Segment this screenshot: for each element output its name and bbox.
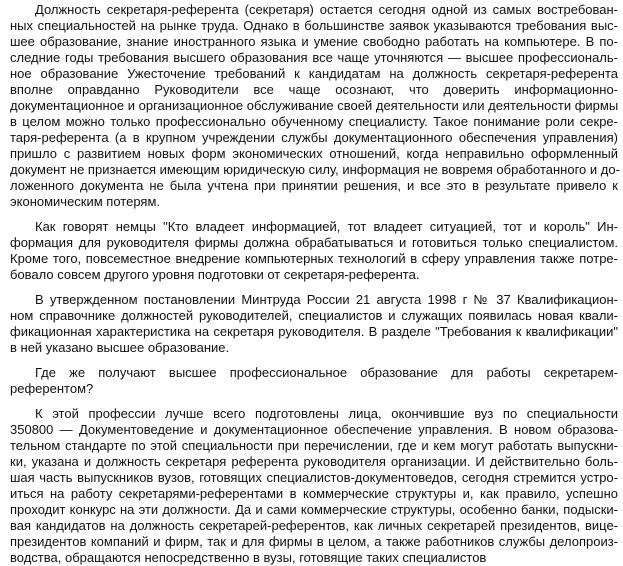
paragraph-gap [10, 397, 618, 406]
paragraph-gap [10, 210, 618, 219]
paragraph-5 [10, 406, 618, 566]
text-line: ное образование Ужесточение требований к кандидатам на должность секретаря-референта [10, 66, 618, 81]
text-line: в целом можно только профессионально обученному специалисту. Такое понимание роли секре- [10, 114, 618, 129]
text-line: референтом? [10, 381, 94, 396]
text-line: проходит конкурс на эти должности. Да и сами коммерческие структуры, особенно банки, подыски- [10, 502, 618, 517]
text-line: вая кандидатов на должность секретарей-референтов, как личных секретарей президентов, вице- [10, 518, 618, 533]
text-line: тельном стандарте по этой специальности при перечислении, где и кем могут работать выпускни- [10, 438, 618, 453]
text-line: шее образование, знание иностранного языка и умение свободно работать на компьютере. В по- [10, 34, 618, 49]
text-line: в ней указано высшее образование. [10, 340, 230, 355]
text-line: Как говорят немцы "Кто владеет информацией, тот владеет ситуацией, тот и король" Ин- [35, 219, 618, 234]
text-line: шая часть выпускников вузов, готовящих специалистов-документоведов, сегодня стремится устро- [10, 470, 618, 485]
paragraph-4 [10, 365, 618, 397]
text-line: фикационная характеристика на секретаря руководителя. В разделе "Требования к квалификации" [10, 324, 618, 339]
text-line: таря-референта (а в крупном учреждении службы документационного обеспечения управления) [10, 130, 618, 145]
paragraph-gap [10, 356, 618, 365]
text-line: формация для руководителя фирмы должна обрабатываться и готовиться только специалистом. [10, 235, 618, 250]
paragraph-2 [10, 219, 618, 283]
text-line: Кроме того, повсеместное внедрение компьютерных технологий в сферу управления также потре- [10, 251, 618, 266]
text-line: Где же получают высшее профессиональное образование для работы секретарем- [35, 365, 618, 380]
text-line: президентов компаний и фирм, так и для фирмы в целом, а также работников службы делопроиз- [10, 534, 618, 549]
text-line: 350800 — Документоведение и документационное обеспечение управления. В новом образова- [10, 422, 618, 437]
paragraph-gap [10, 283, 618, 292]
text-line: ных специальностей на рынке труда. Однако в большинстве заявок указываются требования выс- [10, 18, 618, 33]
text-line: ложенного документа не была учтена при принятии решения, и все это в результате привело к [10, 178, 618, 193]
text-line: водства, обращаются непосредственно в вузы, готовящие таких специалистов [10, 550, 487, 565]
paragraph-3 [10, 292, 618, 356]
text-line: ки, указана и должность секретаря референта руководителя организации. И действительно боль- [10, 454, 618, 469]
text-line: К этой профессии лучше всего подготовлены лица, окончившие вуз по специальности [35, 406, 618, 421]
text-line: вполне оправданно Руководители все чаще осознают, что доверить информационно- [10, 82, 618, 97]
text-line: пришло с развитием новых форм экономических отношений, когда неправильно оформленный [10, 146, 618, 161]
text-line: следние годы требования высшего образования все чаще уточняются — высшее профессиональ- [10, 50, 618, 65]
text-line: ном справочнике должностей руководителей, специалистов и служащих появилась новая квали- [10, 308, 618, 323]
text-line: документационное и организационное обслуживание своей деятельности или деятельности фирмы [10, 98, 619, 113]
paragraph-1 [10, 2, 618, 210]
text-line: документ не признается имеющим юридическую силу, информация не вовремя обработанного и до- [10, 162, 620, 177]
text-line: В утвержденном постановлении Минтруда России 21 августа 1998 г № 37 Квалификацион- [35, 292, 618, 307]
text-line: экономическим потерям. [10, 194, 161, 209]
text-line: Должность секретаря-референта (секретаря) остается сегодня одной из самых востребован- [35, 2, 618, 17]
text-line: бовало совсем другого уровня подготовки от секретаря-референта. [10, 267, 420, 282]
text-line: иться на работу секретарями-референтами в коммерческие структуры и, как правило, успешно [10, 486, 618, 501]
